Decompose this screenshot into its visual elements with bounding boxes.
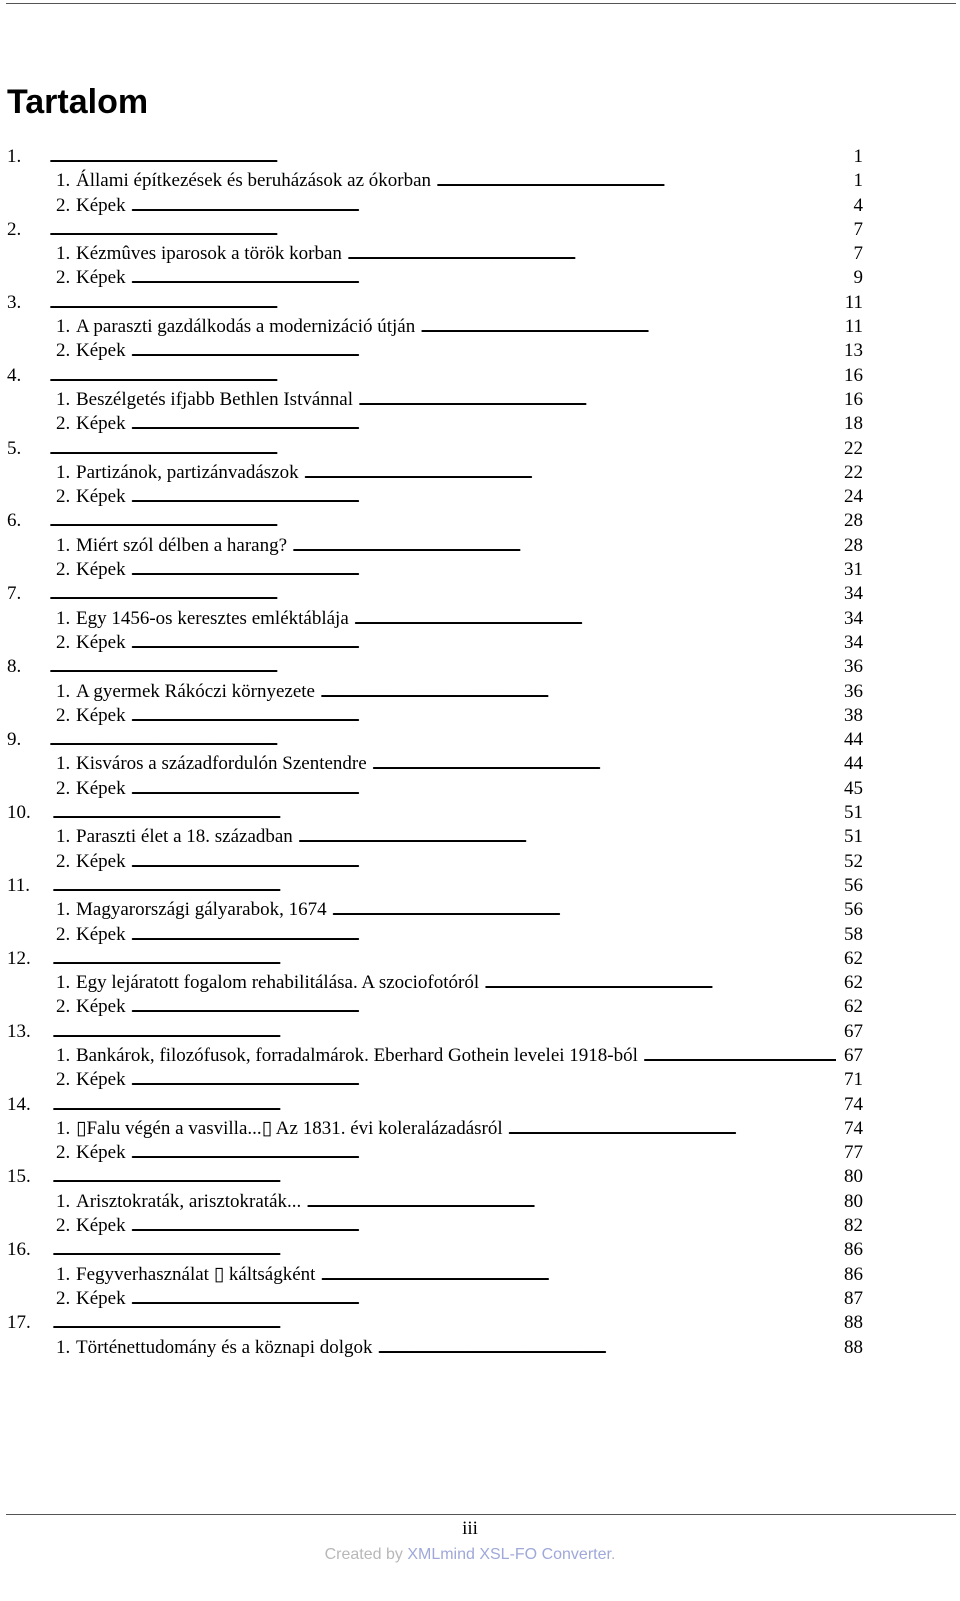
toc-section-entry[interactable] [7, 1287, 863, 1311]
toc-dot-leader [131, 777, 836, 801]
toc-section-entry[interactable] [7, 461, 863, 485]
toc-entry-title: Paraszti élet a 18. században [76, 826, 293, 848]
toc-dot-leader [131, 631, 836, 655]
toc-entry-number: 2. [56, 413, 71, 435]
toc-entry-number: 1. [56, 753, 71, 775]
toc-entry-number: 1. [56, 1190, 71, 1212]
toc-dot-leader [306, 1190, 836, 1214]
toc-entry-number: 1. [56, 972, 71, 994]
toc-entry-number: 1. [56, 170, 71, 192]
toc-entry-number: 7. [7, 583, 22, 605]
toc-dot-leader [131, 704, 836, 728]
toc-chapter-entry[interactable] [7, 1020, 863, 1044]
toc-entry-number: 2. [56, 486, 71, 508]
toc-entry-page: 62 [844, 996, 863, 1018]
toc-entry-number: 2. [56, 1287, 71, 1309]
toc-dot-leader [52, 1311, 836, 1335]
toc-entry-title: Képek [76, 850, 126, 872]
toc-section-entry[interactable] [7, 850, 863, 874]
toc-section-entry[interactable] [7, 558, 863, 582]
toc-dot-leader [131, 1068, 836, 1092]
toc-dot-leader [52, 801, 836, 825]
toc-entry-number: 3. [7, 291, 22, 313]
toc-entry-number: 2. [56, 340, 71, 362]
toc-entry-title: Képek [76, 631, 126, 653]
toc-entry-title: Képek [76, 1287, 126, 1309]
toc-entry-page: 67 [844, 1020, 863, 1042]
toc-dot-leader [49, 655, 836, 679]
toc-dot-leader [131, 1141, 836, 1165]
toc-dot-leader [347, 242, 836, 266]
toc-entry-title: Képek [76, 486, 126, 508]
toc-chapter-entry[interactable] [7, 437, 863, 461]
toc-dot-leader [131, 850, 836, 874]
toc-entry-page: 80 [844, 1166, 863, 1188]
toc-dot-leader [358, 388, 836, 412]
toc-section-entry[interactable] [7, 242, 863, 266]
toc-dot-leader [298, 825, 836, 849]
toc-entry-page: 62 [844, 947, 863, 969]
toc-dot-leader [49, 218, 836, 242]
toc-entry-number: 2. [56, 194, 71, 216]
toc-entry-number: 4. [7, 364, 22, 386]
toc-dot-leader [52, 947, 836, 971]
toc-entry-title: Állami építkezések és beruházások az ókorban [76, 170, 432, 192]
toc-section-entry[interactable] [7, 194, 863, 218]
toc-entry-number: 1. [56, 534, 71, 556]
toc-section-entry[interactable] [7, 485, 863, 509]
toc-dot-leader [131, 485, 836, 509]
toc-chapter-entry[interactable] [7, 1311, 863, 1335]
toc-entry-page: 87 [844, 1287, 863, 1309]
toc-entry-number: 2. [56, 996, 71, 1018]
footer-brand: XMLmind XSL-FO Converter [407, 1546, 611, 1563]
toc-dot-leader [354, 607, 836, 631]
toc-chapter-entry[interactable] [7, 1165, 863, 1189]
toc-entry-page: 4 [853, 194, 863, 216]
toc-dot-leader [320, 680, 836, 704]
toc-entry-page: 22 [844, 461, 863, 483]
toc-entry-title: Képek [76, 1215, 126, 1237]
toc-entry-page: 22 [844, 437, 863, 459]
toc-entry-number: 2. [56, 850, 71, 872]
toc-dot-leader [292, 534, 836, 558]
toc-entry-title: Kézmûves iparosok a török korban [76, 243, 342, 265]
toc-entry-page: 1 [853, 146, 863, 167]
toc-section-entry[interactable] [7, 315, 863, 339]
toc-chapter-entry[interactable] [7, 1238, 863, 1262]
toc-section-entry[interactable] [7, 971, 863, 995]
toc-dot-leader [131, 412, 836, 436]
toc-section-entry[interactable] [7, 1068, 863, 1092]
toc-dot-leader [49, 291, 836, 315]
toc-entry-page: 74 [844, 1093, 863, 1115]
toc-dot-leader [643, 1044, 836, 1068]
toc-entry-number: 1. [56, 1117, 71, 1139]
toc-chapter-entry[interactable] [7, 1093, 863, 1117]
toc-entry-number: 1. [56, 826, 71, 848]
toc-entry-page: 18 [844, 413, 863, 435]
toc-section-entry[interactable] [7, 1141, 863, 1165]
toc-section-entry[interactable] [7, 534, 863, 558]
toc-entry-title: Arisztokraták, arisztokraták... [76, 1190, 302, 1212]
toc-entry-page: 28 [844, 510, 863, 532]
toc-section-entry[interactable] [7, 412, 863, 436]
toc-entry-page: 88 [844, 1336, 863, 1358]
toc-section-entry[interactable] [7, 777, 863, 801]
toc-entry-title: Képek [76, 559, 126, 581]
toc-dot-leader [304, 461, 836, 485]
toc-dot-leader [52, 874, 836, 898]
toc-entry-number: 2. [56, 923, 71, 945]
toc-dot-leader [49, 582, 836, 606]
toc-entry-page: 56 [844, 899, 863, 921]
toc-dot-leader [131, 923, 836, 947]
toc-entry-page: 52 [844, 850, 863, 872]
toc-dot-leader [420, 315, 836, 339]
toc-entry-title: Kisváros a századfordulón Szentendre [76, 753, 367, 775]
toc-dot-leader [131, 558, 836, 582]
toc-entry-page: 51 [844, 826, 863, 848]
footer-suffix: . [610, 1546, 616, 1563]
toc-entry-title: Képek [76, 777, 126, 799]
toc-entry-number: 2. [56, 631, 71, 653]
toc-dot-leader [49, 509, 836, 533]
toc-entry-number: 17. [7, 1312, 31, 1334]
toc-entry-title: Magyarországi gályarabok, 1674 [76, 899, 327, 921]
toc-entry-page: 38 [844, 704, 863, 726]
bottom-rule [6, 1514, 956, 1515]
toc-chapter-entry[interactable] [7, 291, 863, 315]
toc-entry-page: 36 [844, 656, 863, 678]
toc-entry-page: 86 [844, 1239, 863, 1261]
toc-entry-number: 6. [7, 510, 22, 532]
toc-entry-title: A paraszti gazdálkodás a modernizáció útján [76, 316, 416, 338]
toc-entry-page: 11 [844, 316, 863, 338]
page-title: Tartalom [7, 83, 149, 121]
toc-entry-title: Partizánok, partizánvadászok [76, 461, 299, 483]
toc-entry-number: 5. [7, 437, 22, 459]
toc-entry-number: 16. [7, 1239, 31, 1261]
toc-entry-number: 1. [56, 1044, 71, 1066]
toc-dot-leader [131, 995, 836, 1019]
toc-dot-leader [372, 752, 836, 776]
toc-chapter-entry[interactable] [7, 874, 863, 898]
toc-entry-page: 74 [844, 1117, 863, 1139]
toc-section-entry[interactable] [7, 1044, 863, 1068]
toc-entry-title: Képek [76, 704, 126, 726]
toc-entry-title: Képek [76, 996, 126, 1018]
toc-entry-page: 13 [844, 340, 863, 362]
toc-section-entry[interactable] [7, 704, 863, 728]
toc-section-entry[interactable] [7, 169, 863, 193]
toc-entry-number: 2. [56, 267, 71, 289]
toc-entry-page: 24 [844, 486, 863, 508]
toc-section-entry[interactable] [7, 825, 863, 849]
toc-entry-number: 1. [56, 316, 71, 338]
toc-dot-leader [131, 1287, 836, 1311]
toc-entry-page: 7 [853, 218, 863, 240]
toc-entry-number: 1. [56, 1263, 71, 1285]
toc-entry-number: 2. [56, 559, 71, 581]
toc-entry-title: Képek [76, 340, 126, 362]
toc-section-entry[interactable] [7, 1336, 863, 1360]
toc-entry-page: 56 [844, 874, 863, 896]
toc-entry-page: 71 [844, 1069, 863, 1091]
toc-entry-number: 8. [7, 656, 22, 678]
toc-entry-page: 45 [844, 777, 863, 799]
toc-section-entry[interactable] [7, 607, 863, 631]
toc-section-entry[interactable] [7, 995, 863, 1019]
toc-entry-page: 11 [844, 291, 863, 313]
toc-entry-page: 51 [844, 802, 863, 824]
toc-dot-leader [484, 971, 836, 995]
toc-entry-number: 15. [7, 1166, 31, 1188]
toc-entry-page: 36 [844, 680, 863, 702]
toc-entry-number: 2. [56, 704, 71, 726]
toc-entry-number: 9. [7, 729, 22, 751]
toc-dot-leader [49, 364, 836, 388]
toc-dot-leader [436, 169, 836, 193]
toc-entry-number: 1. [56, 607, 71, 629]
toc-entry-title: Egy 1456-os keresztes emléktáblája [76, 607, 349, 629]
toc-entry-page: 44 [844, 729, 863, 751]
toc-entry-page: 16 [844, 388, 863, 410]
toc-entry-page: 16 [844, 364, 863, 386]
top-rule [6, 3, 956, 4]
table-of-contents [7, 145, 863, 1360]
toc-dot-leader [508, 1117, 836, 1141]
toc-dot-leader [131, 339, 836, 363]
toc-entry-number: 12. [7, 947, 31, 969]
toc-chapter-entry[interactable] [7, 801, 863, 825]
toc-entry-page: 82 [844, 1215, 863, 1237]
toc-entry-title: Történettudomány és a köznapi dolgok [76, 1336, 373, 1358]
toc-dot-leader [49, 145, 836, 169]
toc-entry-number: 2. [7, 218, 22, 240]
toc-entry-title: Képek [76, 923, 126, 945]
toc-entry-number: 1. [56, 388, 71, 410]
toc-dot-leader [131, 266, 836, 290]
toc-entry-title: Egy lejáratott fogalom rehabilitálása. A szociofotóról [76, 972, 480, 994]
toc-entry-number: 1. [56, 680, 71, 702]
toc-entry-page: 58 [844, 923, 863, 945]
toc-entry-number: 1. [7, 146, 22, 167]
toc-entry-number: 1. [56, 1336, 71, 1358]
toc-dot-leader [320, 1263, 836, 1287]
toc-entry-page: 88 [844, 1312, 863, 1334]
toc-entry-number: 2. [56, 1215, 71, 1237]
footer-credit [0, 1546, 940, 1564]
toc-entry-title: Képek [76, 413, 126, 435]
toc-section-entry[interactable] [7, 680, 863, 704]
toc-chapter-entry[interactable] [7, 218, 863, 242]
toc-entry-page: 86 [844, 1263, 863, 1285]
toc-entry-page: 7 [853, 243, 863, 265]
toc-section-entry[interactable] [7, 923, 863, 947]
toc-entry-page: 1 [853, 170, 863, 192]
toc-dot-leader [131, 194, 836, 218]
toc-entry-title: Képek [76, 194, 126, 216]
toc-entry-title: Fegyverhasználat ▯ káltságként [76, 1263, 316, 1285]
toc-dot-leader [131, 1214, 836, 1238]
toc-chapter-entry[interactable] [7, 728, 863, 752]
toc-entry-page: 62 [844, 972, 863, 994]
toc-section-entry[interactable] [7, 752, 863, 776]
toc-chapter-entry[interactable] [7, 655, 863, 679]
page-number: iii [462, 1518, 478, 1539]
toc-entry-number: 2. [56, 777, 71, 799]
toc-entry-number: 11. [7, 874, 31, 896]
toc-entry-number: 2. [56, 1069, 71, 1091]
toc-entry-title: A gyermek Rákóczi környezete [76, 680, 315, 702]
footer-prefix: Created by [324, 1546, 408, 1563]
toc-entry-page: 31 [844, 559, 863, 581]
toc-section-entry[interactable] [7, 388, 863, 412]
toc-dot-leader [52, 1093, 836, 1117]
toc-chapter-entry[interactable] [7, 947, 863, 971]
toc-section-entry[interactable] [7, 631, 863, 655]
toc-dot-leader [49, 728, 836, 752]
toc-chapter-entry[interactable] [7, 509, 863, 533]
toc-dot-leader [52, 1020, 836, 1044]
toc-entry-number: 13. [7, 1020, 31, 1042]
toc-entry-number: 2. [56, 1142, 71, 1164]
toc-entry-number: 14. [7, 1093, 31, 1115]
toc-chapter-entry[interactable] [7, 582, 863, 606]
toc-entry-number: 10. [7, 802, 31, 824]
toc-dot-leader [332, 898, 836, 922]
toc-section-entry[interactable] [7, 1190, 863, 1214]
toc-entry-title: ▯Falu végén a vasvilla...▯ Az 1831. évi koleralázadásról [76, 1117, 503, 1139]
toc-entry-page: 34 [844, 631, 863, 653]
toc-section-entry[interactable] [7, 339, 863, 363]
toc-entry-number: 1. [56, 899, 71, 921]
toc-chapter-entry[interactable] [7, 364, 863, 388]
toc-entry-title: Bankárok, filozófusok, forradalmárok. Eberhard Gothein levelei 1918-ból [76, 1044, 638, 1066]
toc-entry-page: 44 [844, 753, 863, 775]
toc-section-entry[interactable] [7, 898, 863, 922]
toc-entry-page: 28 [844, 534, 863, 556]
toc-entry-page: 9 [853, 267, 863, 289]
toc-dot-leader [52, 1238, 836, 1262]
toc-entry-page: 34 [844, 583, 863, 605]
toc-entry-page: 34 [844, 607, 863, 629]
toc-entry-page: 80 [844, 1190, 863, 1212]
toc-entry-number: 1. [56, 243, 71, 265]
toc-entry-page: 67 [844, 1044, 863, 1066]
toc-section-entry[interactable] [7, 266, 863, 290]
toc-entry-number: 1. [56, 461, 71, 483]
toc-entry-title: Képek [76, 267, 126, 289]
toc-entry-title: Képek [76, 1069, 126, 1091]
toc-entry-title: Képek [76, 1142, 126, 1164]
toc-section-entry[interactable] [7, 1117, 863, 1141]
toc-entry-title: Beszélgetés ifjabb Bethlen Istvánnal [76, 388, 353, 410]
toc-chapter-entry[interactable] [7, 145, 863, 169]
toc-dot-leader [378, 1336, 836, 1360]
toc-dot-leader [49, 437, 836, 461]
toc-entry-title: Miért szól délben a harang? [76, 534, 288, 556]
toc-section-entry[interactable] [7, 1263, 863, 1287]
toc-section-entry[interactable] [7, 1214, 863, 1238]
toc-dot-leader [52, 1165, 836, 1189]
toc-entry-page: 77 [844, 1142, 863, 1164]
